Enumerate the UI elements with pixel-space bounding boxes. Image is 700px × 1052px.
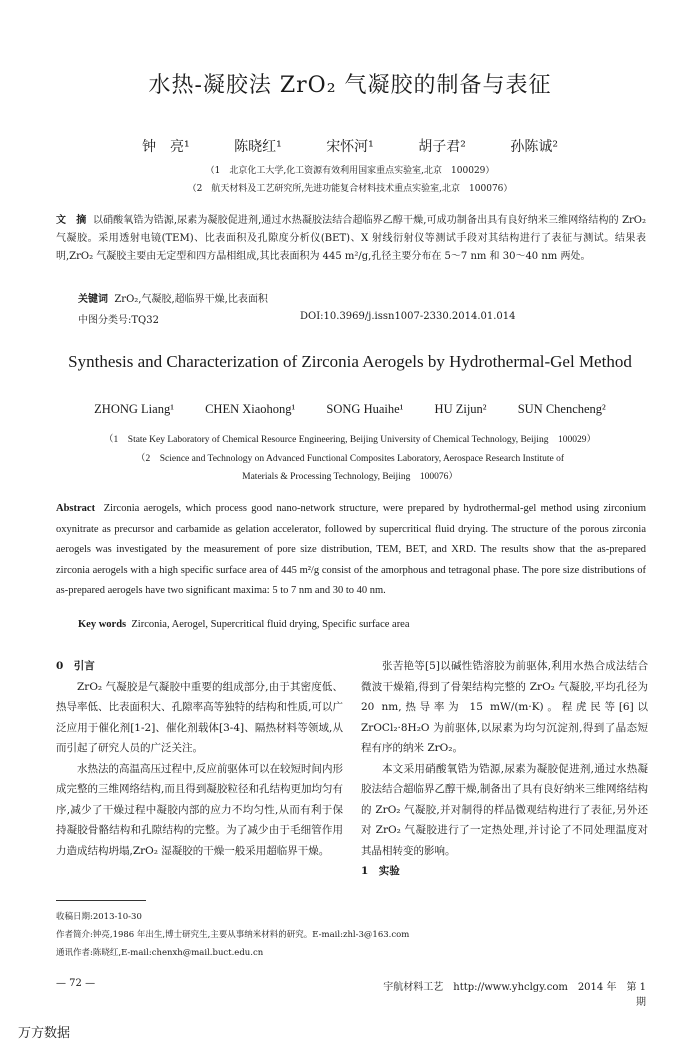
author-cn: 孙陈诚²: [510, 139, 558, 155]
class-number: 中图分类号:TQ32: [78, 315, 159, 326]
author-list-cn: [0, 136, 700, 156]
keywords-en-text: Zirconia, Aerogel, Supercritical fluid drying, Specific surface area: [131, 619, 410, 630]
affiliation-en-3: Materials & Processing Technology, Beijing 100076）: [242, 472, 458, 482]
keywords-en-label: Key words: [78, 619, 127, 630]
affiliation-en-1: （1 State Key Laboratory of Chemical Resource Engineering, Beijing University of Chemical Technology, Beijing 100029）: [104, 435, 596, 445]
author-en: CHEN Xiaohong¹: [205, 402, 296, 416]
right-column: [361, 656, 648, 882]
keywords-cn: [78, 290, 268, 305]
abstract-en: [56, 499, 646, 602]
abstract-cn-label: 文 摘: [56, 215, 87, 226]
author-cn: 钟 亮¹: [142, 139, 190, 155]
abstract-cn: [56, 212, 646, 266]
footnote-received: 收稿日期:2013-10-30: [56, 912, 142, 922]
footnote-divider: [56, 900, 146, 901]
classification-row: [78, 311, 578, 326]
author-cn: 宋怀河¹: [326, 139, 374, 155]
author-cn: 胡子君²: [418, 139, 466, 155]
paragraph: 水热法的高温高压过程中,反应前驱体可以在较短时间内形成完整的三维网络结构,而且得到凝胶粒径和孔结构更加均匀有序,减少了干燥过程中凝胶内部的应力不均匀性,从而有利于保持凝胶骨骼结构和孔隙结构的完整。为了减少由于毛细管作用力造成结构坍塌,ZrO₂ 湿凝胶的干燥一般采用超临界干燥。: [56, 762, 343, 857]
paragraph: 张苦艳等[5]以碱性锆溶胶为前驱体,利用水热合成法结合微波干燥箱,得到了骨架结构完整的 ZrO₂ 气凝胶,平均孔径为 20 nm,热导率为 15 mW/(m·K)。程虎民等[6]以 ZrOCl₂·8H₂O 为前驱体,以尿素为均匀沉淀剂,得到了晶态短程有序的纳米 ZrO₂。: [361, 660, 648, 754]
author-cn: 陈晓红¹: [234, 139, 282, 155]
left-column: [56, 656, 343, 861]
keywords-en: [78, 619, 410, 630]
watermark: 万方数据: [18, 1026, 71, 1041]
keywords-cn-text: ZrO₂,气凝胶,超临界干燥,比表面积: [114, 294, 268, 305]
abstract-en-label: Abstract: [56, 503, 96, 514]
footnote-author-bio: 作者简介:钟亮,1986 年出生,博士研究生,主要从事纳米材料的研究。E-mail:zhl-3@163.com: [56, 930, 410, 940]
section-heading-intro: 0 引言: [56, 660, 95, 672]
author-en: ZHONG Liang¹: [94, 402, 174, 416]
doi: DOI:10.3969/j.issn1007-2330.2014.01.014: [300, 311, 516, 322]
section-heading-experiment: 1 实验: [361, 865, 400, 877]
abstract-en-text: Zirconia aerogels, which process good nano-network structure, were prepared by hydrothermal-gel method using zirconium oxynitrate as precursor and carbamide as gelation accelerator, followed by supercritical fluid drying. The structure of the porous zirconia aerogels was investigated by the measurement of pore size distribution, TEM, BET, and XRD. The results show that the as-prepared zirconia aerogels with a high specific surface area of 445 m²/g consist of the amorphous and tetragonal phase. The pore size distributions of as-prepared aerogels have two significant maxima: 5 to 7 nm and 30 to 40 nm.: [56, 503, 647, 596]
paper-title-cn: 水热-凝胶法 ZrO₂ 气凝胶的制备与表征: [148, 73, 552, 98]
page-number: — 72 —: [56, 978, 96, 989]
paragraph: ZrO₂ 气凝胶是气凝胶中重要的组成部分,由于其密度低、热导率低、比表面积大、孔隙率高等独特的结构和性质,可以广泛应用于催化剂[1-2]、催化剂载体[3-4]、隔热材料等领域,从而引起了研究人员的广泛关注。: [56, 680, 343, 754]
author-en: HU Zijun²: [434, 402, 487, 416]
abstract-cn-text: 以硝酸氧锆为锆源,尿素为凝胶促进剂,通过水热凝胶法结合超临界乙醇干燥,可成功制备出具有良好纳米三维网络结构的 ZrO₂ 气凝胶。采用透射电镜(TEM)、比表面积及孔隙度分析仪(BET)、X 射线衍射仪等测试手段对其结构进行了表征与测试。结果表明,ZrO₂ 气凝胶主要由无定型和四方晶相组成,其比表面积为 445 m²/g,孔径主要分布在 5～7 nm 和 30～40 nm 两处。: [56, 215, 647, 262]
paper-title-en: Synthesis and Characterization of Zirconia Aerogels by Hydrothermal-Gel Method: [68, 352, 632, 371]
footnote-corresponding: 通讯作者:陈晓红,E-mail:chenxh@mail.buct.edu.cn: [56, 948, 264, 958]
author-en: SONG Huaihe¹: [326, 402, 404, 416]
keywords-cn-label: 关键词: [78, 294, 108, 305]
author-list-en: [0, 402, 700, 417]
paragraph: 本文采用硝酸氧锆为锆源,尿素为凝胶促进剂,通过水热凝胶法结合超临界乙醇干燥,制备出了具有良好纳米三维网络结构的 ZrO₂ 气凝胶,并对制得的样品微观结构进行了表征,另外还对 ZrO₂ 气凝胶进行了一定热处理,并讨论了不同处理温度对其晶相转变的影响。: [361, 762, 648, 857]
affiliation-cn-2: （2 航天材料及工艺研究所,先进功能复合材料技术重点实验室,北京 100076）: [187, 184, 513, 194]
journal-footer: 宇航材料工艺 http://www.yhclgy.com 2014 年 第 1 期: [383, 982, 646, 1008]
author-en: SUN Chencheng²: [517, 402, 606, 416]
affiliation-en-2: （2 Science and Technology on Advanced Functional Composites Laboratory, Aerospace Research Institute of: [135, 454, 565, 464]
affiliation-cn-1: （1 北京化工大学,化工资源有效利用国家重点实验室,北京 100029）: [205, 166, 495, 176]
